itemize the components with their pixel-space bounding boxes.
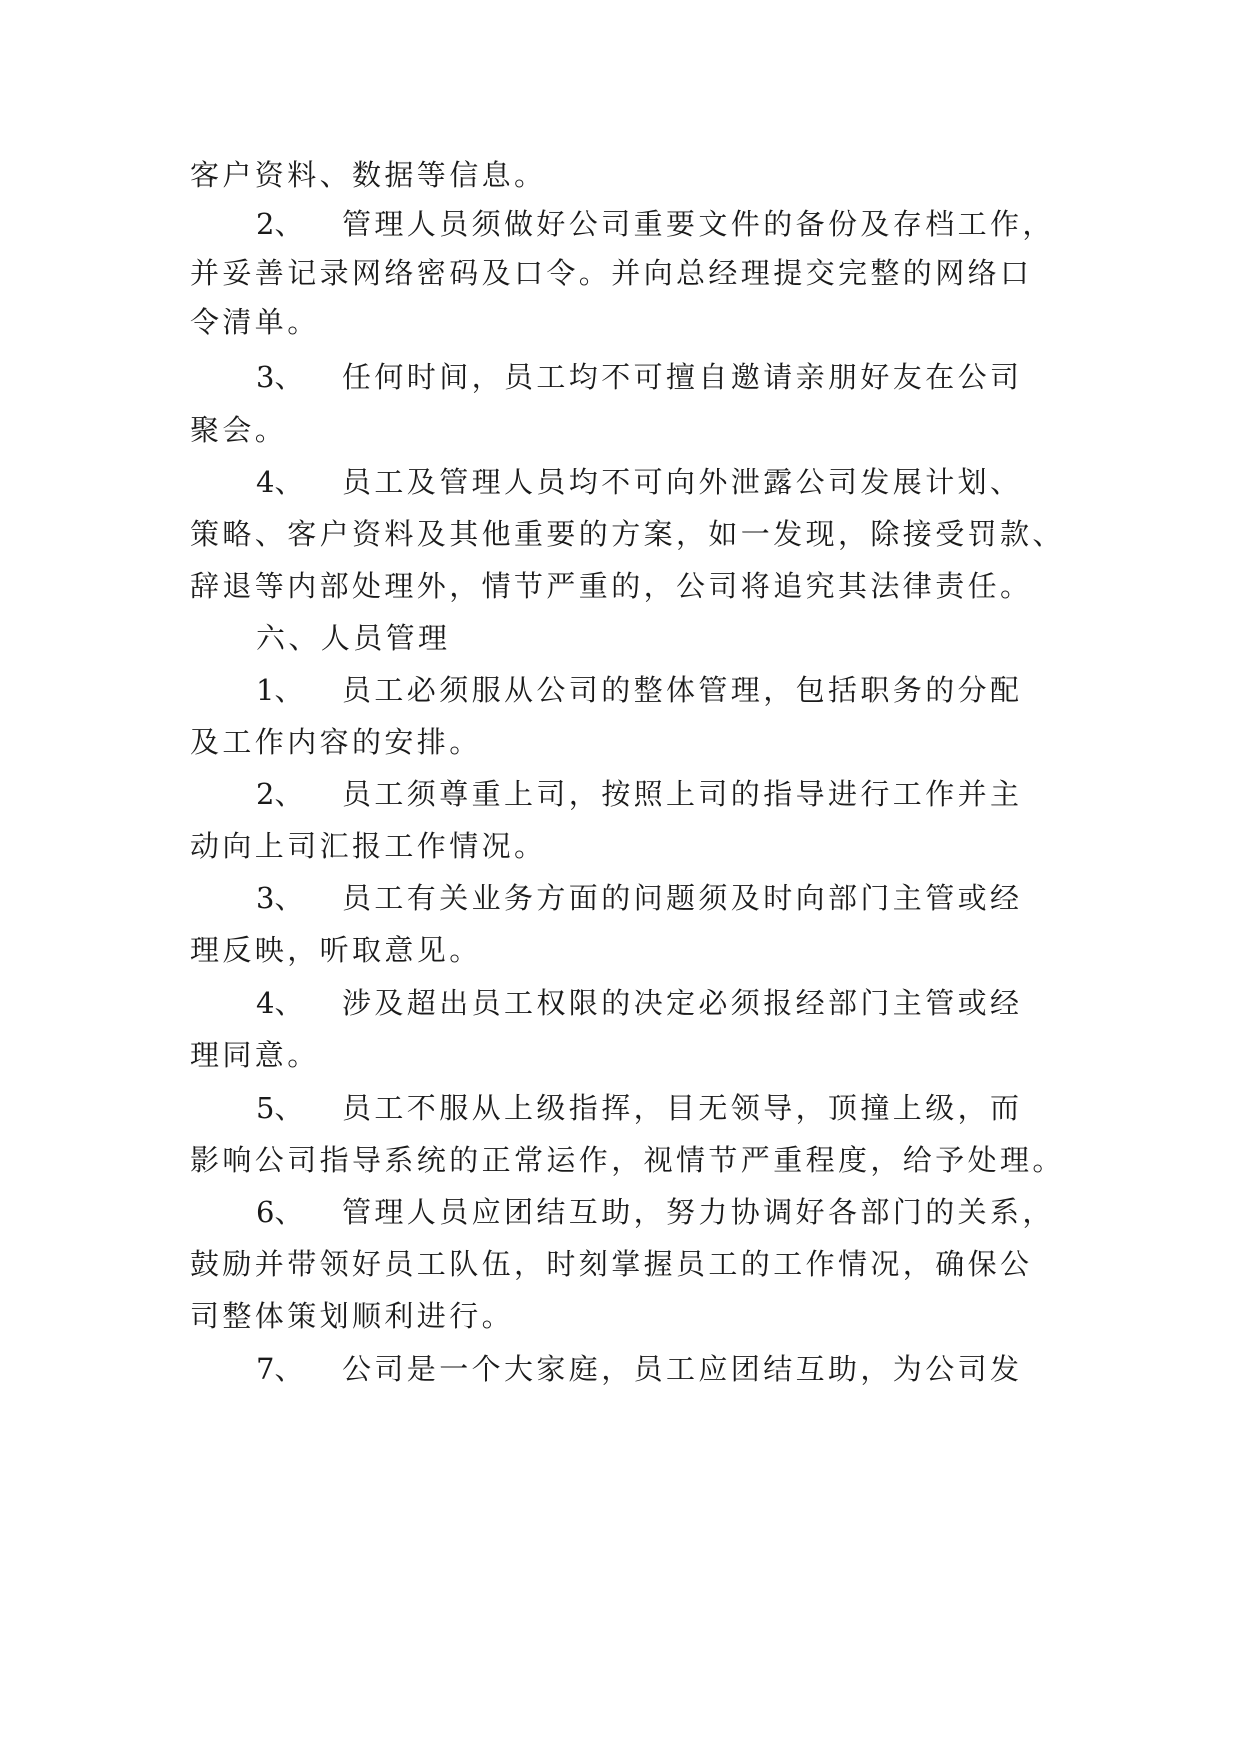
item-number: 4、 (256, 986, 304, 1020)
list-item (256, 670, 1022, 710)
item-text: 员工必须服从公司的整体管理，包括职务的分配 (342, 673, 1023, 707)
item-text: 员工不服从上级指挥，目无领导，顶撞上级，而 (342, 1091, 1023, 1125)
item-number: 3、 (256, 881, 304, 915)
item-number: 2、 (256, 777, 304, 811)
item-number: 4、 (256, 465, 304, 499)
text-line: 策略、客户资料及其他重要的方案，如一发现，除接受罚款、 (190, 517, 1065, 551)
list-item (256, 1088, 1022, 1128)
text-line: 及工作内容的安排。 (190, 725, 482, 759)
item-text: 涉及超出员工权限的决定必须报经部门主管或经 (342, 986, 1023, 1020)
text-line: 并妥善记录网络密码及口令。并向总经理提交完整的网络口 (190, 256, 1033, 290)
text-line: 影响公司指导系统的正常运作，视情节严重程度，给予处理。 (190, 1143, 1065, 1177)
item-text: 管理人员须做好公司重要文件的备份及存档工作， (342, 207, 1055, 241)
item-number: 1、 (256, 673, 304, 707)
item-number: 5、 (256, 1091, 304, 1125)
list-item (256, 774, 1022, 814)
text-line: 司整体策划顺利进行。 (190, 1299, 515, 1333)
text-line: 动向上司汇报工作情况。 (190, 829, 547, 863)
text-line: 理反映，听取意见。 (190, 933, 482, 967)
list-item (256, 1192, 1055, 1232)
item-text: 任何时间，员工均不可擅自邀请亲朋好友在公司 (342, 360, 1023, 394)
item-number: 3、 (256, 360, 304, 394)
list-item (256, 204, 1055, 244)
list-item (256, 1349, 1022, 1389)
text-line: 客户资料、数据等信息。 (190, 158, 547, 192)
list-item (256, 357, 1022, 397)
item-number: 6、 (256, 1195, 304, 1229)
item-number: 7、 (256, 1352, 304, 1386)
text-line: 令清单。 (190, 305, 320, 339)
text-line: 辞退等内部处理外，情节严重的，公司将追究其法律责任。 (190, 569, 1033, 603)
item-text: 员工须尊重上司，按照上司的指导进行工作并主 (342, 777, 1023, 811)
text-line: 理同意。 (190, 1038, 320, 1072)
list-item (256, 462, 1022, 502)
item-text: 公司是一个大家庭，员工应团结互助，为公司发 (342, 1352, 1023, 1386)
item-text: 员工有关业务方面的问题须及时向部门主管或经 (342, 881, 1023, 915)
item-text: 员工及管理人员均不可向外泄露公司发展计划、 (342, 465, 1023, 499)
text-line: 鼓励并带领好员工队伍，时刻掌握员工的工作情况，确保公 (190, 1247, 1033, 1281)
item-text: 管理人员应团结互助，努力协调好各部门的关系， (342, 1195, 1055, 1229)
list-item (256, 983, 1022, 1023)
item-number: 2、 (256, 207, 304, 241)
section-heading: 六、人员管理 (256, 621, 451, 655)
text-line: 聚会。 (190, 413, 288, 447)
list-item (256, 878, 1022, 918)
